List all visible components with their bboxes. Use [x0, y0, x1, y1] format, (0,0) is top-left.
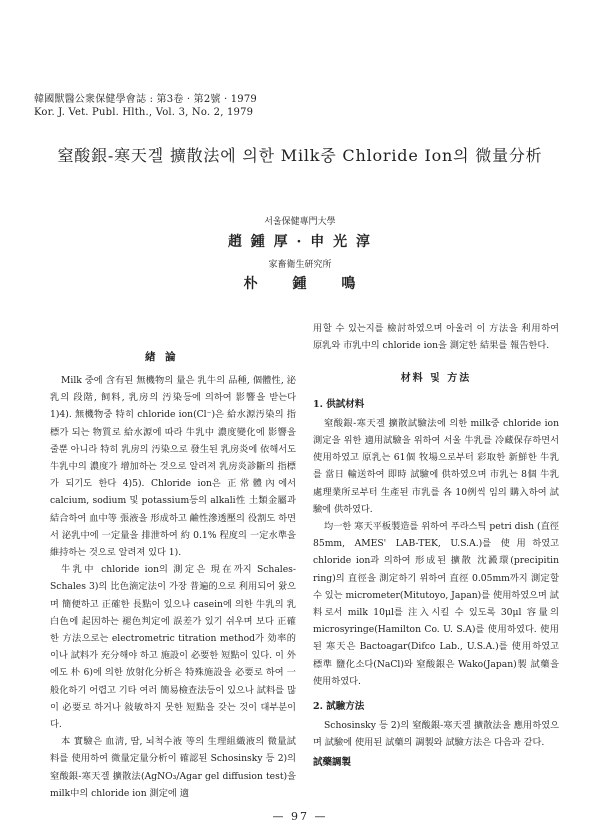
section-heading-materials-methods: 材料 및 方法 — [400, 373, 472, 385]
authors-1: 趙 鍾 厚 · 申 光 淳 — [227, 234, 373, 250]
materials-paragraph-2: 均一한 寒天平板製造를 위하여 푸라스틱 petri dish (直徑 85mm, AMES' LAB-TEK, U.S.A.)를 使用하였고 chloride ion과 의하여 形成된 擴散 沈澱環(precipitin ring)의 直徑을 測定하기 위하여 直徑 0.05mm까지 測定할 수 있는 micrometer(Mitutoyo, Japan)를 使用하였으며 試料로서 milk 10μl를 注入시킬 수 있도록 30μl 容量의 microsyringe(Hamilton Co. U. S.A)를 使用하였다. 使用된 寒天은 Bactoagar(Difco Lab., U.S.A.)를 使用하였고 標準 鹽化소다(NaCl)와 窒酸銀은 Wako(Japan)製 試藥을 使用하였다. — [313, 521, 559, 687]
affiliation-1: 서울保健專門大學 — [264, 217, 336, 227]
journal-korean-citation: 韓國獸醫公衆保健學會誌 : 第3卷 · 第2號 · 1979 — [34, 94, 257, 105]
journal-english-citation: Kor. J. Vet. Publ. Hlth., Vol. 3, No. 2, 1979 — [34, 107, 254, 118]
left-column — [50, 372, 296, 802]
affiliation-2: 家畜衛生硏究所 — [268, 260, 332, 270]
intro-paragraph-2: 牛乳中 chloride ion의 測定은 現在까지 Schales-Schales 3)의 比色滴定法이 가장 普遍的으로 利用되어 왔으며 簡便하고 正確한 長點이 있으나 casein에 의한 牛乳의 乳白色에 起因하는 褪色判定에 誤差가 있기 쉬우며 보다 正確한 方法으로는 electrometric titration method가 効率的이나 試料가 充分해야 하고 施設이 必要한 短點이 있다. 이 外에도 朴 6)에 의한 放射化分析은 特殊施設을 必要로 하여 一般化하기 어렵고 기타 여러 簡易檢查法등이 있으나 試料를 많이 必要로 하거나 敍敏하지 못한 短點을 갖는 것이 대부분이다. — [50, 564, 296, 731]
section-heading-introduction: 緖 論 — [145, 351, 179, 363]
intro-continuation: 用할 수 있는지를 檢討하였으며 아울러 이 方法을 利用하여 原乳와 市乳中의 chloride ion을 測定한 結果를 報告한다. — [313, 323, 559, 352]
paper-title: 窒酸銀-寒天겔 擴散法에 의한 Milk중 Chloride Ion의 微量分析 — [57, 146, 543, 165]
page-number: — 97 — — [272, 810, 328, 823]
right-column — [313, 320, 559, 771]
subheading-methods: 2. 試驗方法 — [313, 701, 365, 713]
intro-paragraph-3: 本 實驗은 血淸, 땀, 뇌척수液 等의 生理組織液의 微量試料를 使用하여 微量定量分析이 確認된 Schosinsky 등 2)의 窒酸銀-寒天겔 擴散法(AgNO₃/Agar gel diffusion test)을 milk中의 chloride ion 測定에 適 — [50, 736, 296, 799]
subheading-reagent-preparation: 試藥調製 — [313, 756, 352, 768]
subheading-materials: 1. 供試材料 — [313, 398, 365, 410]
intro-paragraph-1: Milk 중에 含有된 無機物의 量은 乳牛의 品種, 個體性, 泌乳의 段階, 飼料, 乳房의 汚染등에 의하여 影響을 받는다 1)4). 無機物중 特히 chloride ion(Cl⁻)은 給水源汚染의 指標가 되는 物質로 給水源에 따라 牛乳中 濃度變化에 影響을 줄뿐 아니라 特히 乳房의 汚染으로 發生된 乳房炎에 依해서도 牛乳中의 濃度가 增加하는 것으로 알려져 乳房炎診斷의 指標가 되기도 한다 4)5). Chloride ion은 正常體內에서 calcium, sodium 및 potassium등의 alkali性 土類金屬과 結合하여 血中等 張液을 形成하고 鹼性滲透壓의 役割도 하면서 泌乳中에 一定量을 排泄하여 約 0.1% 程度의 一定水準을 維持하는 것으로 알려져 있다 1). — [50, 375, 296, 559]
materials-paragraph-1: 窒酸銀-寒天겔 擴散試驗法에 의한 milk중 chloride ion 測定을 위한 適用試驗을 위하여 서울 牛乳를 冷藏保存하면서 使用하였고 原乳는 61個 牧場으로부터 彩取한 新鮮한 牛乳를 當日 輸送하여 即時 試驗에 供하였으며 市乳는 8個 牛乳處理業所로부터 生產된 市乳를 各 10例씩 임의 購入하여 試驗에 供하였다. — [313, 417, 559, 515]
methods-paragraph-1: Schosinsky 등 2)의 窒酸銀-寒天겔 擴散法을 應用하였으며 試驗에 使用된 試藥의 調製와 試驗方法은 다음과 같다. — [313, 720, 559, 749]
author-2: 朴 鍾 鳴 — [243, 276, 357, 292]
